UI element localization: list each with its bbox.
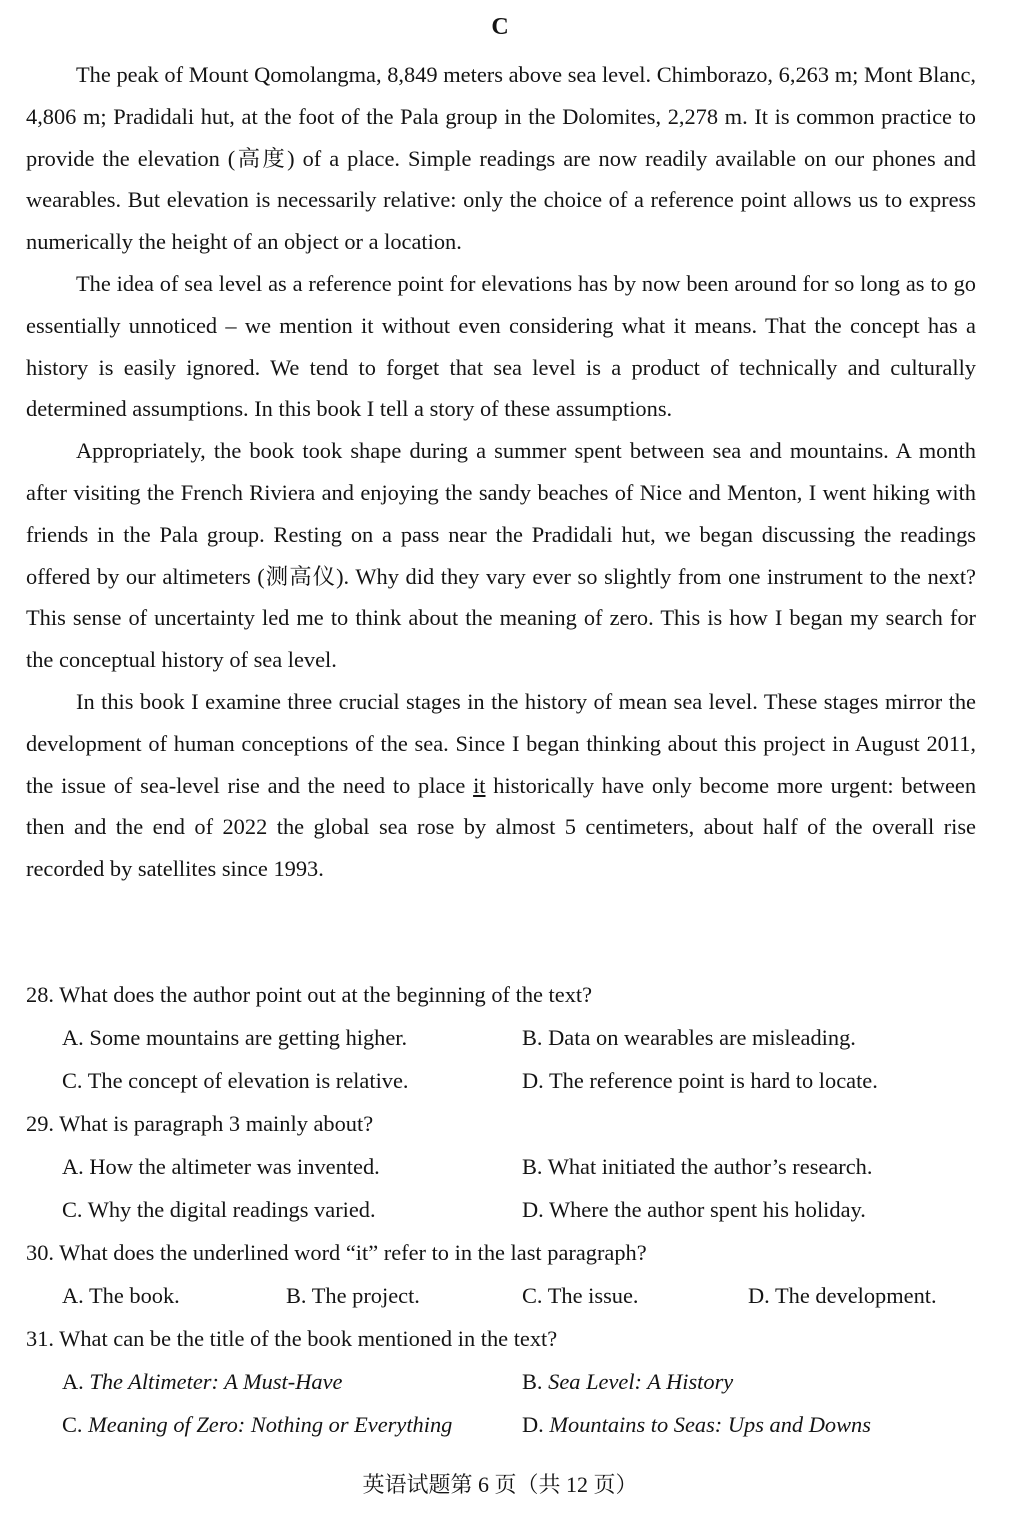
question-28-options-row-2: [26, 1059, 976, 1102]
question-28-option-b[interactable]: B. Data on wearables are misleading.: [522, 1025, 856, 1050]
question-29-option-d[interactable]: D. Where the author spent his holiday.: [522, 1197, 866, 1222]
option-letter: A.: [62, 1369, 90, 1394]
question-31-option-b[interactable]: [522, 1360, 733, 1403]
question-31-options-row-1: [26, 1360, 976, 1403]
question-31-stem: 31. What can be the title of the book mentioned in the text?: [26, 1326, 558, 1351]
paragraph-3: Appropriately, the book took shape during a summer spent between sea and mountains. A month after visiting the French Riviera and enjoying the sandy beaches of Nice and Menton, I went hiking with friends in the Pala group. Resting on a pass near the Pradidali hut, we began discussing the readings offered by our altimeters (测高仪). Why did they vary ever so slightly from one instrument to the next? This sense of uncertainty led me to think about the meaning of zero. This is how I began my search for the conceptual history of sea level.: [26, 438, 976, 673]
question-31-option-d[interactable]: [522, 1403, 871, 1446]
question-30-option-b[interactable]: B. The project.: [286, 1283, 420, 1308]
question-31-options-row-2: [26, 1403, 976, 1446]
paragraph-1: The peak of Mount Qomolangma, 8,849 meters above sea level. Chimborazo, 6,263 m; Mont Blanc, 4,806 m; Pradidali hut, at the foot of the Pala group in the Dolomites, 2,278 m. It is common practice to provide the elevation (高度) of a place. Simple readings are now readily available on our phones and wearables. But elevation is necessarily relative: only the choice of a reference point allows us to express numerically the height of an object or a location.: [26, 62, 976, 255]
paragraph-4-text-before: In this book I examine three crucial stages in the history of mean sea level. These stages mirror the development of human conceptions of the sea. Since I began thinking about this project in August 2011, the issue of sea-level rise and the need to place: [26, 688, 976, 798]
paragraph-4: [26, 681, 976, 890]
option-letter: B.: [522, 1369, 549, 1394]
option-letter: C.: [62, 1412, 89, 1437]
question-30-options-row: [26, 1274, 976, 1317]
book-title: Meaning of Zero: Nothing or Everything: [88, 1412, 453, 1437]
question-30-option-a[interactable]: A. The book.: [62, 1283, 180, 1308]
question-31-option-c[interactable]: [62, 1403, 452, 1446]
question-29-stem: 29. What is paragraph 3 mainly about?: [26, 1111, 374, 1136]
book-title: The Altimeter: A Must-Have: [89, 1369, 343, 1394]
paragraph-2: The idea of sea level as a reference point for elevations has by now been around for so long as to go essentially unnoticed – we mention it without even considering what it means. That the concept has a history is easily ignored. We tend to forget that sea level is a product of technically and culturally determined assumptions. In this book I tell a story of these assumptions.: [26, 270, 976, 422]
question-29-option-c[interactable]: C. Why the digital readings varied.: [62, 1197, 376, 1222]
question-28-stem: 28. What does the author point out at the beginning of the text?: [26, 982, 593, 1007]
book-title: Sea Level: A History: [548, 1369, 734, 1394]
question-30-option-d[interactable]: D. The development.: [748, 1283, 937, 1308]
page-footer: 英语试题第 6 页（共 12 页）: [362, 1472, 638, 1497]
option-letter: D.: [522, 1412, 550, 1437]
question-28-option-d[interactable]: D. The reference point is hard to locate.: [522, 1068, 878, 1093]
question-28-option-c[interactable]: C. The concept of elevation is relative.: [62, 1068, 409, 1093]
paragraph-4-text-after: historically have only become more urgent: between then and the end of 2022 the global sea rose by almost 5 centimeters, about half of the overall rise recorded by satellites since 1993.: [26, 772, 977, 882]
question-29-options-row-1: [26, 1145, 976, 1188]
question-30-option-c[interactable]: C. The issue.: [522, 1283, 639, 1308]
book-title: Mountains to Seas: Ups and Downs: [549, 1412, 871, 1437]
underlined-word-it: it: [473, 772, 486, 798]
question-30-stem: 30. What does the underlined word “it” refer to in the last paragraph?: [26, 1240, 647, 1265]
question-29-option-a[interactable]: A. How the altimeter was invented.: [62, 1154, 380, 1179]
question-31-option-a[interactable]: [62, 1360, 342, 1403]
question-28-options-row-1: [26, 1016, 976, 1059]
question-29-option-b[interactable]: B. What initiated the author’s research.: [522, 1154, 873, 1179]
section-heading: C: [491, 14, 509, 40]
question-28-option-a[interactable]: A. Some mountains are getting higher.: [62, 1025, 408, 1050]
reading-passage: [26, 54, 976, 890]
question-29-options-row-2: [26, 1188, 976, 1231]
question-list: [26, 973, 976, 1446]
